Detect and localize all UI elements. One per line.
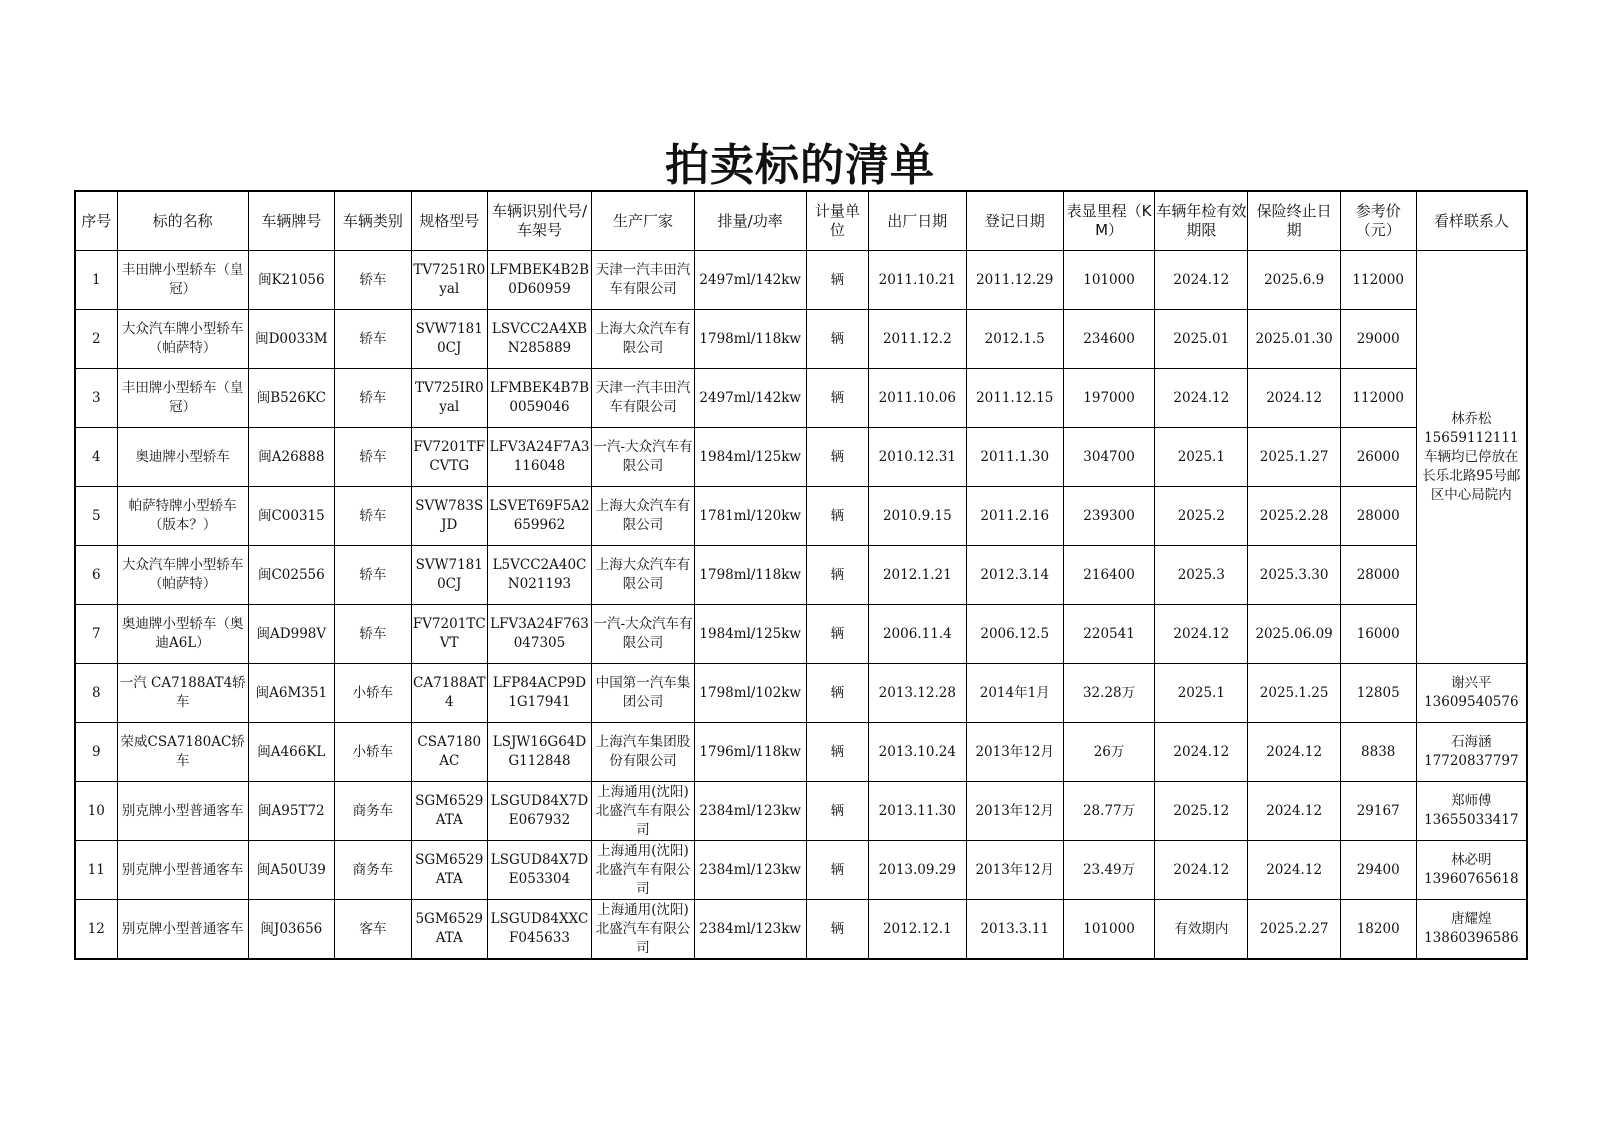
- unit: 辆: [806, 782, 869, 841]
- model-spec: SGM6529ATA: [411, 841, 487, 900]
- column-header: 保险终止日期: [1248, 191, 1340, 251]
- reference-price: 28000: [1340, 487, 1416, 546]
- row-number: 6: [75, 546, 117, 605]
- item-name: 大众汽车牌小型轿车（帕萨特）: [117, 546, 248, 605]
- reference-price: 112000: [1340, 251, 1416, 310]
- manufacture-date: 2010.12.31: [869, 428, 966, 487]
- unit: 辆: [806, 369, 869, 428]
- reference-price: 112000: [1340, 369, 1416, 428]
- vehicle-type: 小轿车: [334, 723, 411, 782]
- registration-date: 2012.1.5: [966, 310, 1063, 369]
- inspection-expiry: 2025.1: [1155, 664, 1248, 723]
- displacement-power: 1796ml/118kw: [694, 723, 806, 782]
- insurance-expiry: 2025.1.27: [1248, 428, 1340, 487]
- registration-date: 2013年12月: [966, 723, 1063, 782]
- item-name: 丰田牌小型轿车（皇冠）: [117, 369, 248, 428]
- mileage: 220541: [1063, 605, 1154, 664]
- vehicle-type: 轿车: [334, 487, 411, 546]
- reference-price: 29167: [1340, 782, 1416, 841]
- plate-number: 闽C02556: [248, 546, 334, 605]
- insurance-expiry: 2024.12: [1248, 782, 1340, 841]
- column-header: 生产厂家: [592, 191, 695, 251]
- vin-number: LFV3A24F763047305: [487, 605, 592, 664]
- inspection-expiry: 2025.1: [1155, 428, 1248, 487]
- displacement-power: 2384ml/123kw: [694, 900, 806, 960]
- vehicle-type: 轿车: [334, 428, 411, 487]
- contact-cell: [1416, 723, 1527, 782]
- vin-number: LFV3A24F7A3116048: [487, 428, 592, 487]
- row-number: 5: [75, 487, 117, 546]
- column-header: 登记日期: [966, 191, 1063, 251]
- displacement-power: 2497ml/142kw: [694, 369, 806, 428]
- column-header: 出厂日期: [869, 191, 966, 251]
- registration-date: 2011.1.30: [966, 428, 1063, 487]
- unit: 辆: [806, 723, 869, 782]
- inspection-expiry: 2024.12: [1155, 841, 1248, 900]
- contact-phone: 13655033417: [1424, 812, 1519, 828]
- unit: 辆: [806, 900, 869, 960]
- plate-number: 闽J03656: [248, 900, 334, 960]
- insurance-expiry: 2025.01.30: [1248, 310, 1340, 369]
- manufacturer: 上海通用(沈阳)北盛汽车有限公司: [592, 782, 695, 841]
- row-number: 10: [75, 782, 117, 841]
- insurance-expiry: 2024.12: [1248, 723, 1340, 782]
- manufacturer: 天津一汽丰田汽车有限公司: [592, 251, 695, 310]
- column-header: 看样联系人: [1416, 191, 1527, 251]
- table-row: [75, 664, 1527, 723]
- table-row: [75, 841, 1527, 900]
- manufacture-date: 2012.12.1: [869, 900, 966, 960]
- vehicle-type: 轿车: [334, 310, 411, 369]
- table-row: [75, 900, 1527, 960]
- row-number: 12: [75, 900, 117, 960]
- row-number: 9: [75, 723, 117, 782]
- row-number: 3: [75, 369, 117, 428]
- registration-date: 2011.12.15: [966, 369, 1063, 428]
- registration-date: 2013年12月: [966, 782, 1063, 841]
- registration-date: 2012.3.14: [966, 546, 1063, 605]
- vehicle-type: 商务车: [334, 782, 411, 841]
- item-name: 别克牌小型普通客车: [117, 841, 248, 900]
- mileage: 32.28万: [1063, 664, 1154, 723]
- contact-name: 石海涵: [1451, 734, 1492, 750]
- vin-number: LSVCC2A4XBN285889: [487, 310, 592, 369]
- row-number: 7: [75, 605, 117, 664]
- contact-cell: [1416, 664, 1527, 723]
- table-row: [75, 782, 1527, 841]
- manufacturer: 天津一汽丰田汽车有限公司: [592, 369, 695, 428]
- column-header: 序号: [75, 191, 117, 251]
- manufacturer: 上海大众汽车有限公司: [592, 487, 695, 546]
- contact-cell: [1416, 782, 1527, 841]
- insurance-expiry: 2025.2.27: [1248, 900, 1340, 960]
- registration-date: 2011.12.29: [966, 251, 1063, 310]
- vin-number: LSJW16G64DG112848: [487, 723, 592, 782]
- vehicle-type: 轿车: [334, 369, 411, 428]
- item-name: 一汽 CA7188AT4轿车: [117, 664, 248, 723]
- column-header: 规格型号: [411, 191, 487, 251]
- vehicle-type: 小轿车: [334, 664, 411, 723]
- manufacture-date: 2010.9.15: [869, 487, 966, 546]
- displacement-power: 1984ml/125kw: [694, 428, 806, 487]
- vehicle-type: 轿车: [334, 546, 411, 605]
- page-title: 拍卖标的清单: [665, 140, 935, 191]
- insurance-expiry: 2025.06.09: [1248, 605, 1340, 664]
- plate-number: 闽AD998V: [248, 605, 334, 664]
- unit: 辆: [806, 546, 869, 605]
- manufacturer: 上海大众汽车有限公司: [592, 546, 695, 605]
- item-name: 丰田牌小型轿车（皇冠）: [117, 251, 248, 310]
- plate-number: 闽B526KC: [248, 369, 334, 428]
- table-row: [75, 369, 1527, 428]
- unit: 辆: [806, 664, 869, 723]
- unit: 辆: [806, 605, 869, 664]
- manufacture-date: 2011.10.06: [869, 369, 966, 428]
- manufacture-date: 2011.10.21: [869, 251, 966, 310]
- item-name: 别克牌小型普通客车: [117, 782, 248, 841]
- table-row: [75, 251, 1527, 310]
- mileage: 304700: [1063, 428, 1154, 487]
- mileage: 23.49万: [1063, 841, 1154, 900]
- unit: 辆: [806, 487, 869, 546]
- model-spec: TV7251R0yal: [411, 251, 487, 310]
- vehicle-type: 轿车: [334, 605, 411, 664]
- row-number: 8: [75, 664, 117, 723]
- row-number: 1: [75, 251, 117, 310]
- contact-name: 林必明: [1451, 852, 1492, 868]
- inspection-expiry: 2025.3: [1155, 546, 1248, 605]
- plate-number: 闽A26888: [248, 428, 334, 487]
- table-row: [75, 310, 1527, 369]
- reference-price: 16000: [1340, 605, 1416, 664]
- model-spec: FV7201TFCVTG: [411, 428, 487, 487]
- displacement-power: 2384ml/123kw: [694, 782, 806, 841]
- manufacture-date: 2006.11.4: [869, 605, 966, 664]
- model-spec: FV7201TCVT: [411, 605, 487, 664]
- vin-number: LFMBEK4B2B0D60959: [487, 251, 592, 310]
- manufacturer: 一汽-大众汽车有限公司: [592, 428, 695, 487]
- table-row: [75, 723, 1527, 782]
- insurance-expiry: 2025.2.28: [1248, 487, 1340, 546]
- manufacture-date: 2013.09.29: [869, 841, 966, 900]
- registration-date: 2013年12月: [966, 841, 1063, 900]
- vin-number: LSGUD84X7DE067932: [487, 782, 592, 841]
- contact-cell: [1416, 900, 1527, 960]
- displacement-power: 1781ml/120kw: [694, 487, 806, 546]
- column-header: 计量单位: [806, 191, 869, 251]
- reference-price: 8838: [1340, 723, 1416, 782]
- mileage: 101000: [1063, 251, 1154, 310]
- insurance-expiry: 2024.12: [1248, 841, 1340, 900]
- contact-name: 林乔松: [1451, 410, 1492, 427]
- contact-phone: 13860396586: [1424, 930, 1519, 946]
- mileage: 26万: [1063, 723, 1154, 782]
- displacement-power: 1798ml/118kw: [694, 310, 806, 369]
- insurance-expiry: 2024.12: [1248, 369, 1340, 428]
- inspection-expiry: 2025.01: [1155, 310, 1248, 369]
- model-spec: SGM6529ATA: [411, 782, 487, 841]
- inspection-expiry: 2024.12: [1155, 251, 1248, 310]
- item-name: 别克牌小型普通客车: [117, 900, 248, 960]
- vin-number: LSGUD84X7DE053304: [487, 841, 592, 900]
- row-number: 2: [75, 310, 117, 369]
- displacement-power: 2497ml/142kw: [694, 251, 806, 310]
- mileage: 234600: [1063, 310, 1154, 369]
- contact-note: 车辆均已停放在长乐北路95号邮区中心局院内: [1422, 448, 1521, 503]
- model-spec: SVW71810CJ: [411, 310, 487, 369]
- unit: 辆: [806, 310, 869, 369]
- auction-list-table: [74, 190, 1528, 960]
- registration-date: 2014年1月: [966, 664, 1063, 723]
- item-name: 帕萨特牌小型轿车（版本？）: [117, 487, 248, 546]
- manufacturer: 一汽-大众汽车有限公司: [592, 605, 695, 664]
- manufacture-date: 2011.12.2: [869, 310, 966, 369]
- column-header: 表显里程（KM）: [1063, 191, 1154, 251]
- inspection-expiry: 2025.2: [1155, 487, 1248, 546]
- model-spec: SVW783SJD: [411, 487, 487, 546]
- item-name: 大众汽车牌小型轿车（帕萨特）: [117, 310, 248, 369]
- contact-name: 唐耀煌: [1451, 911, 1492, 927]
- manufacturer: 上海通用(沈阳)北盛汽车有限公司: [592, 900, 695, 960]
- column-header: 车辆类别: [334, 191, 411, 251]
- reference-price: 12805: [1340, 664, 1416, 723]
- table-row: [75, 428, 1527, 487]
- vin-number: L5VCC2A40CN021193: [487, 546, 592, 605]
- item-name: 奥迪牌小型轿车（奥迪A6L）: [117, 605, 248, 664]
- column-header: 车辆牌号: [248, 191, 334, 251]
- displacement-power: 1984ml/125kw: [694, 605, 806, 664]
- insurance-expiry: 2025.3.30: [1248, 546, 1340, 605]
- manufacture-date: 2013.11.30: [869, 782, 966, 841]
- row-number: 4: [75, 428, 117, 487]
- unit: 辆: [806, 251, 869, 310]
- manufacturer: 上海通用(沈阳)北盛汽车有限公司: [592, 841, 695, 900]
- manufacture-date: 2013.10.24: [869, 723, 966, 782]
- reference-price: 29000: [1340, 310, 1416, 369]
- model-spec: CA7188AT4: [411, 664, 487, 723]
- column-header: 车辆识别代号/ 车架号: [487, 191, 592, 251]
- inspection-expiry: 2024.12: [1155, 369, 1248, 428]
- vehicle-type: 客车: [334, 900, 411, 960]
- reference-price: 28000: [1340, 546, 1416, 605]
- column-header: 参考价（元）: [1340, 191, 1416, 251]
- contact-phone: 15659112111: [1424, 429, 1519, 446]
- reference-price: 26000: [1340, 428, 1416, 487]
- mileage: 101000: [1063, 900, 1154, 960]
- inspection-expiry: 有效期内: [1155, 900, 1248, 960]
- manufacturer: 上海大众汽车有限公司: [592, 310, 695, 369]
- table-body: [75, 251, 1527, 960]
- plate-number: 闽A6M351: [248, 664, 334, 723]
- contact-phone: 13960765618: [1424, 871, 1519, 887]
- vin-number: LSVET69F5A2659962: [487, 487, 592, 546]
- header-row: [75, 191, 1527, 251]
- contact-cell: [1416, 841, 1527, 900]
- plate-number: 闽C00315: [248, 487, 334, 546]
- plate-number: 闽A466KL: [248, 723, 334, 782]
- inspection-expiry: 2024.12: [1155, 605, 1248, 664]
- plate-number: 闽A50U39: [248, 841, 334, 900]
- vin-number: LSGUD84XXCF045633: [487, 900, 592, 960]
- displacement-power: 2384ml/123kw: [694, 841, 806, 900]
- table-row: [75, 605, 1527, 664]
- insurance-expiry: 2025.1.25: [1248, 664, 1340, 723]
- vin-number: LFMBEK4B7B0059046: [487, 369, 592, 428]
- insurance-expiry: 2025.6.9: [1248, 251, 1340, 310]
- contact-name: 郑师傅: [1451, 793, 1492, 809]
- manufacturer: 中国第一汽车集团公司: [592, 664, 695, 723]
- contact-phone: 17720837797: [1424, 753, 1519, 769]
- unit: 辆: [806, 841, 869, 900]
- item-name: 荣威CSA7180AC轿车: [117, 723, 248, 782]
- displacement-power: 1798ml/102kw: [694, 664, 806, 723]
- reference-price: 29400: [1340, 841, 1416, 900]
- mileage: 197000: [1063, 369, 1154, 428]
- model-spec: 5GM6529ATA: [411, 900, 487, 960]
- model-spec: CSA7180AC: [411, 723, 487, 782]
- plate-number: 闽A95T72: [248, 782, 334, 841]
- inspection-expiry: 2024.12: [1155, 723, 1248, 782]
- plate-number: 闽D0033M: [248, 310, 334, 369]
- shared-contact-cell: [1416, 251, 1527, 664]
- mileage: 239300: [1063, 487, 1154, 546]
- contact-phone: 13609540576: [1424, 694, 1519, 710]
- model-spec: TV725IR0yal: [411, 369, 487, 428]
- registration-date: 2006.12.5: [966, 605, 1063, 664]
- row-number: 11: [75, 841, 117, 900]
- unit: 辆: [806, 428, 869, 487]
- vin-number: LFP84ACP9D1G17941: [487, 664, 592, 723]
- mileage: 28.77万: [1063, 782, 1154, 841]
- inspection-expiry: 2025.12: [1155, 782, 1248, 841]
- plate-number: 闽K21056: [248, 251, 334, 310]
- column-header: 排量/功率: [694, 191, 806, 251]
- contact-name: 谢兴平: [1451, 675, 1492, 691]
- registration-date: 2013.3.11: [966, 900, 1063, 960]
- manufacture-date: 2013.12.28: [869, 664, 966, 723]
- model-spec: SVW71810CJ: [411, 546, 487, 605]
- manufacture-date: 2012.1.21: [869, 546, 966, 605]
- mileage: 216400: [1063, 546, 1154, 605]
- item-name: 奥迪牌小型轿车: [117, 428, 248, 487]
- vehicle-type: 商务车: [334, 841, 411, 900]
- registration-date: 2011.2.16: [966, 487, 1063, 546]
- displacement-power: 1798ml/118kw: [694, 546, 806, 605]
- table-row: [75, 546, 1527, 605]
- column-header: 标的名称: [117, 191, 248, 251]
- manufacturer: 上海汽车集团股份有限公司: [592, 723, 695, 782]
- reference-price: 18200: [1340, 900, 1416, 960]
- vehicle-type: 轿车: [334, 251, 411, 310]
- table-row: [75, 487, 1527, 546]
- column-header: 车辆年检有效期限: [1155, 191, 1248, 251]
